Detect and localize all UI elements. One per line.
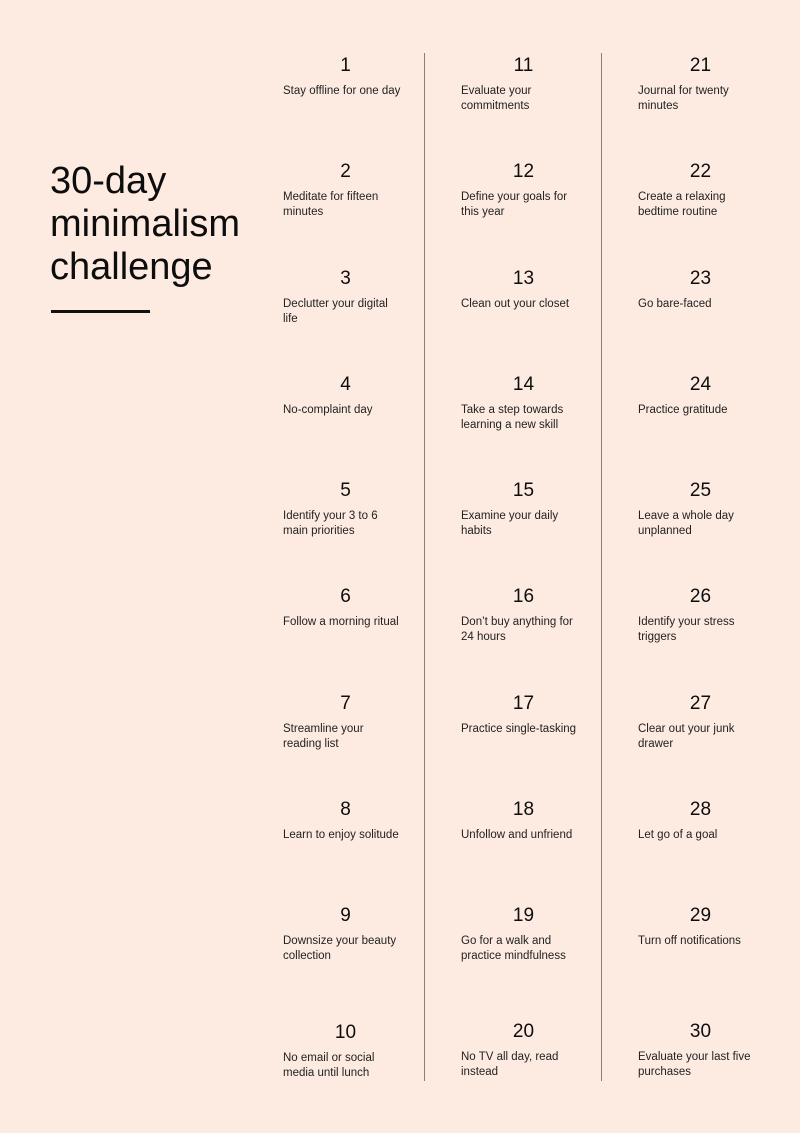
day-item [283, 161, 408, 220]
day-task: Examine your daily habits [461, 510, 559, 537]
day-number: 4 [340, 374, 351, 395]
day-item [638, 586, 763, 645]
day-number: 29 [689, 905, 712, 926]
day-task: Stay offline for one day [283, 85, 401, 97]
day-task: Downsize your beauty collection [283, 935, 397, 962]
day-number: 11 [513, 55, 534, 76]
day-item [283, 586, 408, 630]
day-item [461, 586, 586, 645]
day-item [461, 374, 586, 433]
day-number: 22 [689, 161, 712, 182]
day-task: Go for a walk and practice mindfulness [461, 935, 566, 962]
day-item [638, 374, 763, 418]
day-number: 30 [689, 1021, 712, 1042]
day-task: Learn to enjoy solitude [283, 829, 399, 841]
day-item [638, 161, 763, 220]
day-task: Go bare-faced [638, 298, 712, 310]
column-divider-2 [601, 53, 602, 1081]
title-line-2: minimalism [50, 203, 240, 245]
day-task: Practice gratitude [638, 404, 728, 416]
day-item [638, 799, 763, 843]
day-number: 28 [689, 799, 712, 820]
day-number: 15 [512, 480, 535, 501]
day-number: 21 [689, 55, 712, 76]
day-item [638, 693, 763, 752]
day-item [638, 480, 763, 539]
day-number: 18 [512, 799, 535, 820]
day-task: Turn off notifications [638, 935, 741, 947]
day-item [283, 55, 408, 99]
day-item [638, 1021, 763, 1080]
day-task: Declutter your digital life [283, 298, 388, 325]
day-number: 19 [512, 905, 535, 926]
day-task: Journal for twenty minutes [638, 85, 729, 112]
day-task: Clean out your closet [461, 298, 570, 310]
day-number: 14 [512, 374, 535, 395]
day-number: 7 [340, 693, 351, 714]
day-task: Identify your 3 to 6 main priorities [283, 510, 378, 537]
day-task: Streamline your reading list [283, 723, 364, 750]
day-task: Leave a whole day unplanned [638, 510, 734, 537]
page-title [50, 160, 240, 289]
column-divider-1 [424, 53, 425, 1081]
day-task: No TV all day, read instead [461, 1051, 559, 1078]
day-task: Define your goals for this year [461, 191, 568, 218]
day-item [461, 905, 586, 964]
day-number: 17 [512, 693, 535, 714]
day-number: 8 [340, 799, 351, 820]
day-item [461, 693, 586, 737]
day-item [638, 268, 763, 312]
day-task: Let go of a goal [638, 829, 718, 841]
day-number: 5 [340, 480, 351, 501]
title-underline [51, 310, 150, 313]
day-number: 26 [689, 586, 712, 607]
day-item [461, 268, 586, 312]
day-item [283, 1022, 408, 1081]
day-number: 16 [512, 586, 535, 607]
day-task: Follow a morning ritual [283, 616, 399, 628]
day-item [638, 905, 763, 949]
day-number: 1 [340, 55, 351, 76]
day-task: Clear out your junk drawer [638, 723, 735, 750]
day-number: 25 [689, 480, 712, 501]
day-item [283, 905, 408, 964]
day-number: 9 [340, 905, 351, 926]
day-item [283, 374, 408, 418]
day-item [461, 799, 586, 843]
day-number: 2 [340, 161, 351, 182]
day-number: 3 [340, 268, 351, 289]
day-item [461, 55, 586, 114]
day-item [461, 480, 586, 539]
day-item [283, 268, 408, 327]
day-item [461, 1021, 586, 1080]
day-task: Unfollow and unfriend [461, 829, 573, 841]
day-number: 10 [334, 1022, 357, 1043]
title-line-1: 30-day [50, 160, 167, 202]
day-number: 12 [512, 161, 535, 182]
day-number: 13 [512, 268, 535, 289]
day-number: 23 [689, 268, 712, 289]
day-task: Take a step towards learning a new skill [461, 404, 564, 431]
day-task: Evaluate your commitments [461, 85, 532, 112]
day-task: No-complaint day [283, 404, 373, 416]
day-number: 24 [689, 374, 712, 395]
day-item [461, 161, 586, 220]
day-task: Create a relaxing bedtime routine [638, 191, 726, 218]
day-item [283, 480, 408, 539]
day-number: 20 [512, 1021, 535, 1042]
day-task: Meditate for fifteen minutes [283, 191, 379, 218]
day-item [283, 693, 408, 752]
day-item [638, 55, 763, 114]
day-task: No email or social media until lunch [283, 1052, 375, 1079]
day-task: Identify your stress triggers [638, 616, 735, 643]
day-item [283, 799, 408, 843]
day-task: Practice single-tasking [461, 723, 577, 735]
day-task: Evaluate your last five purchases [638, 1051, 751, 1078]
day-number: 6 [340, 586, 351, 607]
day-task: Don’t buy anything for 24 hours [461, 616, 573, 643]
title-line-3: challenge [50, 246, 213, 288]
day-number: 27 [689, 693, 712, 714]
